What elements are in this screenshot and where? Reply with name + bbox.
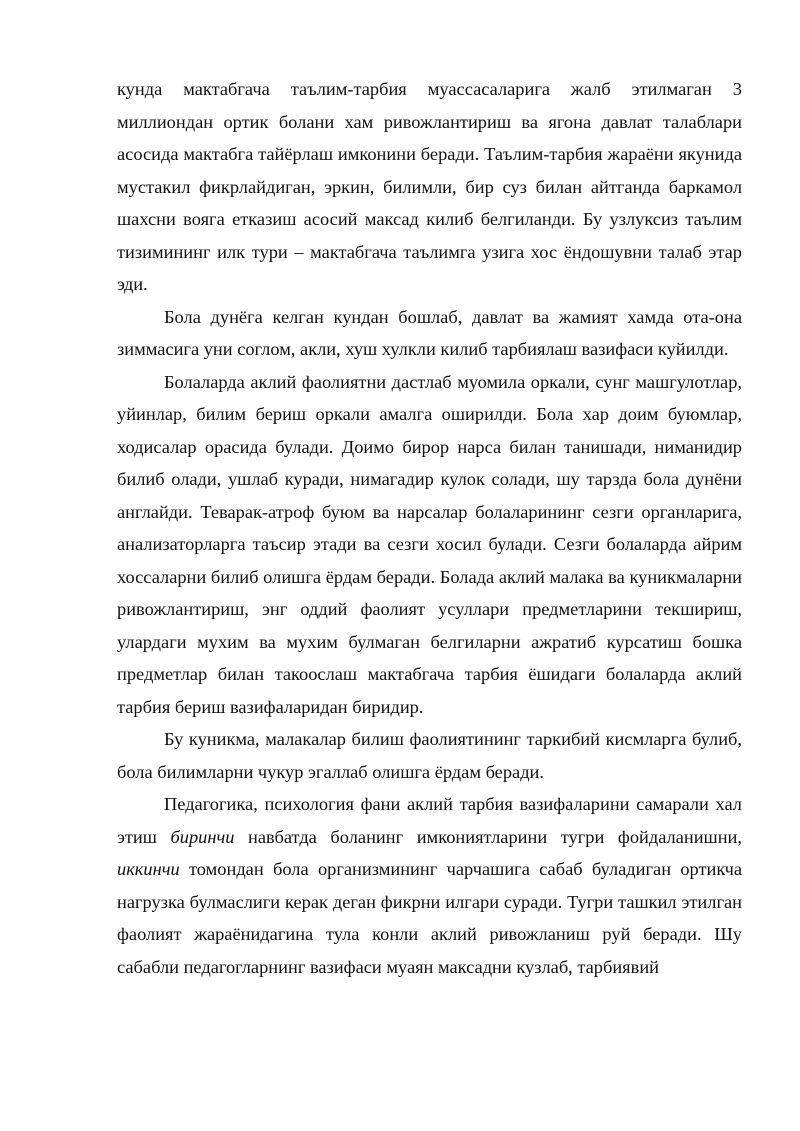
paragraph-text: томондан бола организмининг чарчашига сабаб буладиган ортикча нагрузка булмаслиги керак деган фикрни илгари суради. Тугри ташкил этилган фаолият жараёнидагина тула конли аклий ривожланиш руй беради. Шу сабабли педагогларнинг вазифаси муаян максадни кузлаб, тарбиявий <box>117 859 742 977</box>
body-text <box>117 73 742 983</box>
paragraph-text: кунда мактабгача таълим-тарбия муассасаларига жалб этилмаган 3 миллиондан ортик болани хам ривожлантириш ва ягона давлат талаблари асосида мактабга тайёрлаш имконини беради. Таълим-тарбия жараёни якунида мустакил фикрлайдиган, эркин, билимли, бир суз билан айтганда баркамол шахсни вояга етказиш асосий максад килиб белгиланди. Бу узлуксиз таълим тизимининг илк тури – мактабгача таълимга узига хос ёндошувни талаб этар эди. <box>117 79 742 294</box>
paragraph <box>117 366 742 724</box>
paragraph <box>117 73 742 301</box>
paragraph-text: Педагогика, психология фани аклий тарбия вазифаларини самарали хал этиш <box>117 794 742 847</box>
paragraph <box>117 723 742 788</box>
paragraph-text: Болаларда аклий фаолиятни дастлаб муомила оркали, сунг машгулотлар, уйинлар, билим бериш оркали амалга оширилди. Бола хар доим буюмлар, ходисалар орасида булади. Доимо бирор нарса билан танишади, ниманидир билиб олади, ушлаб куради, нимагадир кулок солади, шу тарзда бола дунёни англайди. Теварак-атроф буюм ва нарсалар болаларининг сезги органларига, анализаторларга таъсир этади ва сезги хосил булади. Сезги болаларда айрим хоссаларни билиб олишга ёрдам беради. Болада аклий малака ва куникмаларни ривожлантириш, энг оддий фаолият усуллари предметларини текшириш, улардаги мухим ва мухим булмаган белгиларни ажратиб курсатиш бошка предметлар билан такооcлаш мактабгача тарбия ёшидаги болаларда аклий тарбия бериш вазифаларидан биридир. <box>117 371 742 717</box>
paragraph-text: Бу куникма, малакалар билиш фаолиятининг таркибий кисмларга булиб, бола билимларни чукур эгаллаб олишга ёрдам беради. <box>117 729 742 782</box>
paragraph-text: навбатда боланинг имкониятларини тугри фойдаланишни, <box>234 826 742 847</box>
italic-emphasis: биринчи <box>170 826 235 847</box>
paragraph <box>117 301 742 366</box>
paragraph-text: Бола дунёга келган кундан бошлаб, давлат ва жамият хамда ота-она зиммасига уни соглом, акли, хуш хулкли килиб тарбиялаш вазифаси куйилди. <box>117 306 742 359</box>
italic-emphasis: иккинчи <box>117 859 180 879</box>
paragraph <box>117 788 742 983</box>
